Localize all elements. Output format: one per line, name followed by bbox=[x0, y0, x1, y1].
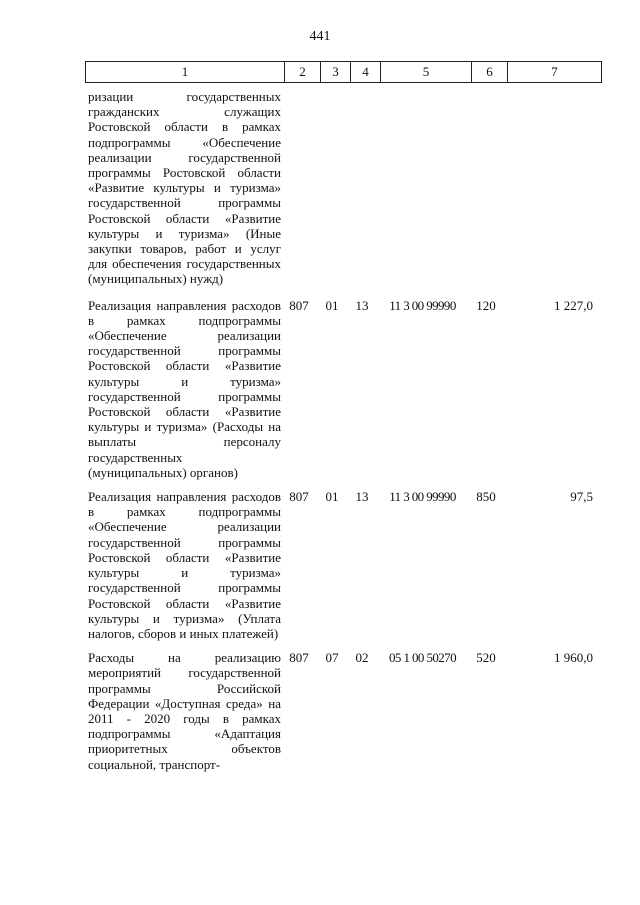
header-col-2: 2 bbox=[285, 62, 321, 82]
table-row bbox=[85, 650, 600, 772]
table-row bbox=[85, 298, 600, 480]
table-header bbox=[85, 61, 602, 83]
header-col-3: 3 bbox=[321, 62, 351, 82]
row-col-5: 11 3 00 99990 bbox=[389, 489, 456, 505]
table-row bbox=[85, 489, 600, 641]
page-number: 441 bbox=[309, 29, 331, 44]
row-description: ризации государственных гражданских служащих Ростовской области в рамках подпрограммы «Обеспечение реализации государственной программы Ростовской области «Развитие культуры и туризма» государственной программы Ростовской области «Развитие культуры и туризма» (Иные закупки товаров, работ и услуг для обеспечения государственных (муниципальных) нужд) bbox=[88, 89, 281, 287]
row-col-2: 807 bbox=[289, 489, 309, 505]
row-col-6: 520 bbox=[476, 650, 496, 666]
row-col-6: 850 bbox=[476, 489, 496, 505]
row-col-2: 807 bbox=[289, 650, 309, 666]
row-description: Реализация направления расходов в рамках подпрограммы «Обеспечение реализации государственной программы Ростовской области «Развитие культуры и туризма» государственной программы Ростовской области «Развитие культуры и туризма» (Расходы на выплаты персоналу государственных (муниципальных) органов) bbox=[88, 297, 281, 480]
row-col-3: 01 bbox=[325, 297, 339, 313]
table-row bbox=[85, 89, 600, 287]
row-col-7: 97,5 bbox=[570, 489, 593, 505]
row-col-7: 1 960,0 bbox=[554, 650, 593, 666]
row-col-2: 807 bbox=[289, 297, 309, 313]
row-col-5: 05 1 00 50270 bbox=[389, 650, 456, 666]
header-col-7: 7 bbox=[551, 64, 558, 79]
row-col-3: 07 bbox=[325, 650, 339, 666]
header-col-4: 4 bbox=[351, 62, 381, 82]
row-col-3: 01 bbox=[325, 489, 339, 505]
row-col-4: 02 bbox=[355, 650, 369, 666]
row-col-4: 13 bbox=[355, 489, 369, 505]
header-col-6: 6 bbox=[472, 62, 508, 82]
table-body bbox=[85, 89, 600, 772]
header-col-1: 1 bbox=[86, 62, 285, 82]
row-description: Реализация направления расходов в рамках подпрограммы «Обеспечение реализации государственной программы Ростовской области «Развитие культуры и туризма» государственной программы Ростовской области «Развитие культуры и туризма» (Уплата налогов, сборов и иных платежей) bbox=[88, 489, 281, 641]
row-col-6: 120 bbox=[476, 297, 496, 313]
row-col-4: 13 bbox=[355, 297, 369, 313]
row-col-7: 1 227,0 bbox=[554, 297, 593, 313]
row-col-5: 11 3 00 99990 bbox=[389, 297, 456, 313]
header-col-5: 5 bbox=[381, 62, 472, 82]
row-description: Расходы на реализацию мероприятий государственной программы Российской Федерации «Доступная среда» на 2011 - 2020 годы в рамках подпрограммы «Адаптация приоритетных объектов социальной, транспорт- bbox=[88, 650, 281, 772]
